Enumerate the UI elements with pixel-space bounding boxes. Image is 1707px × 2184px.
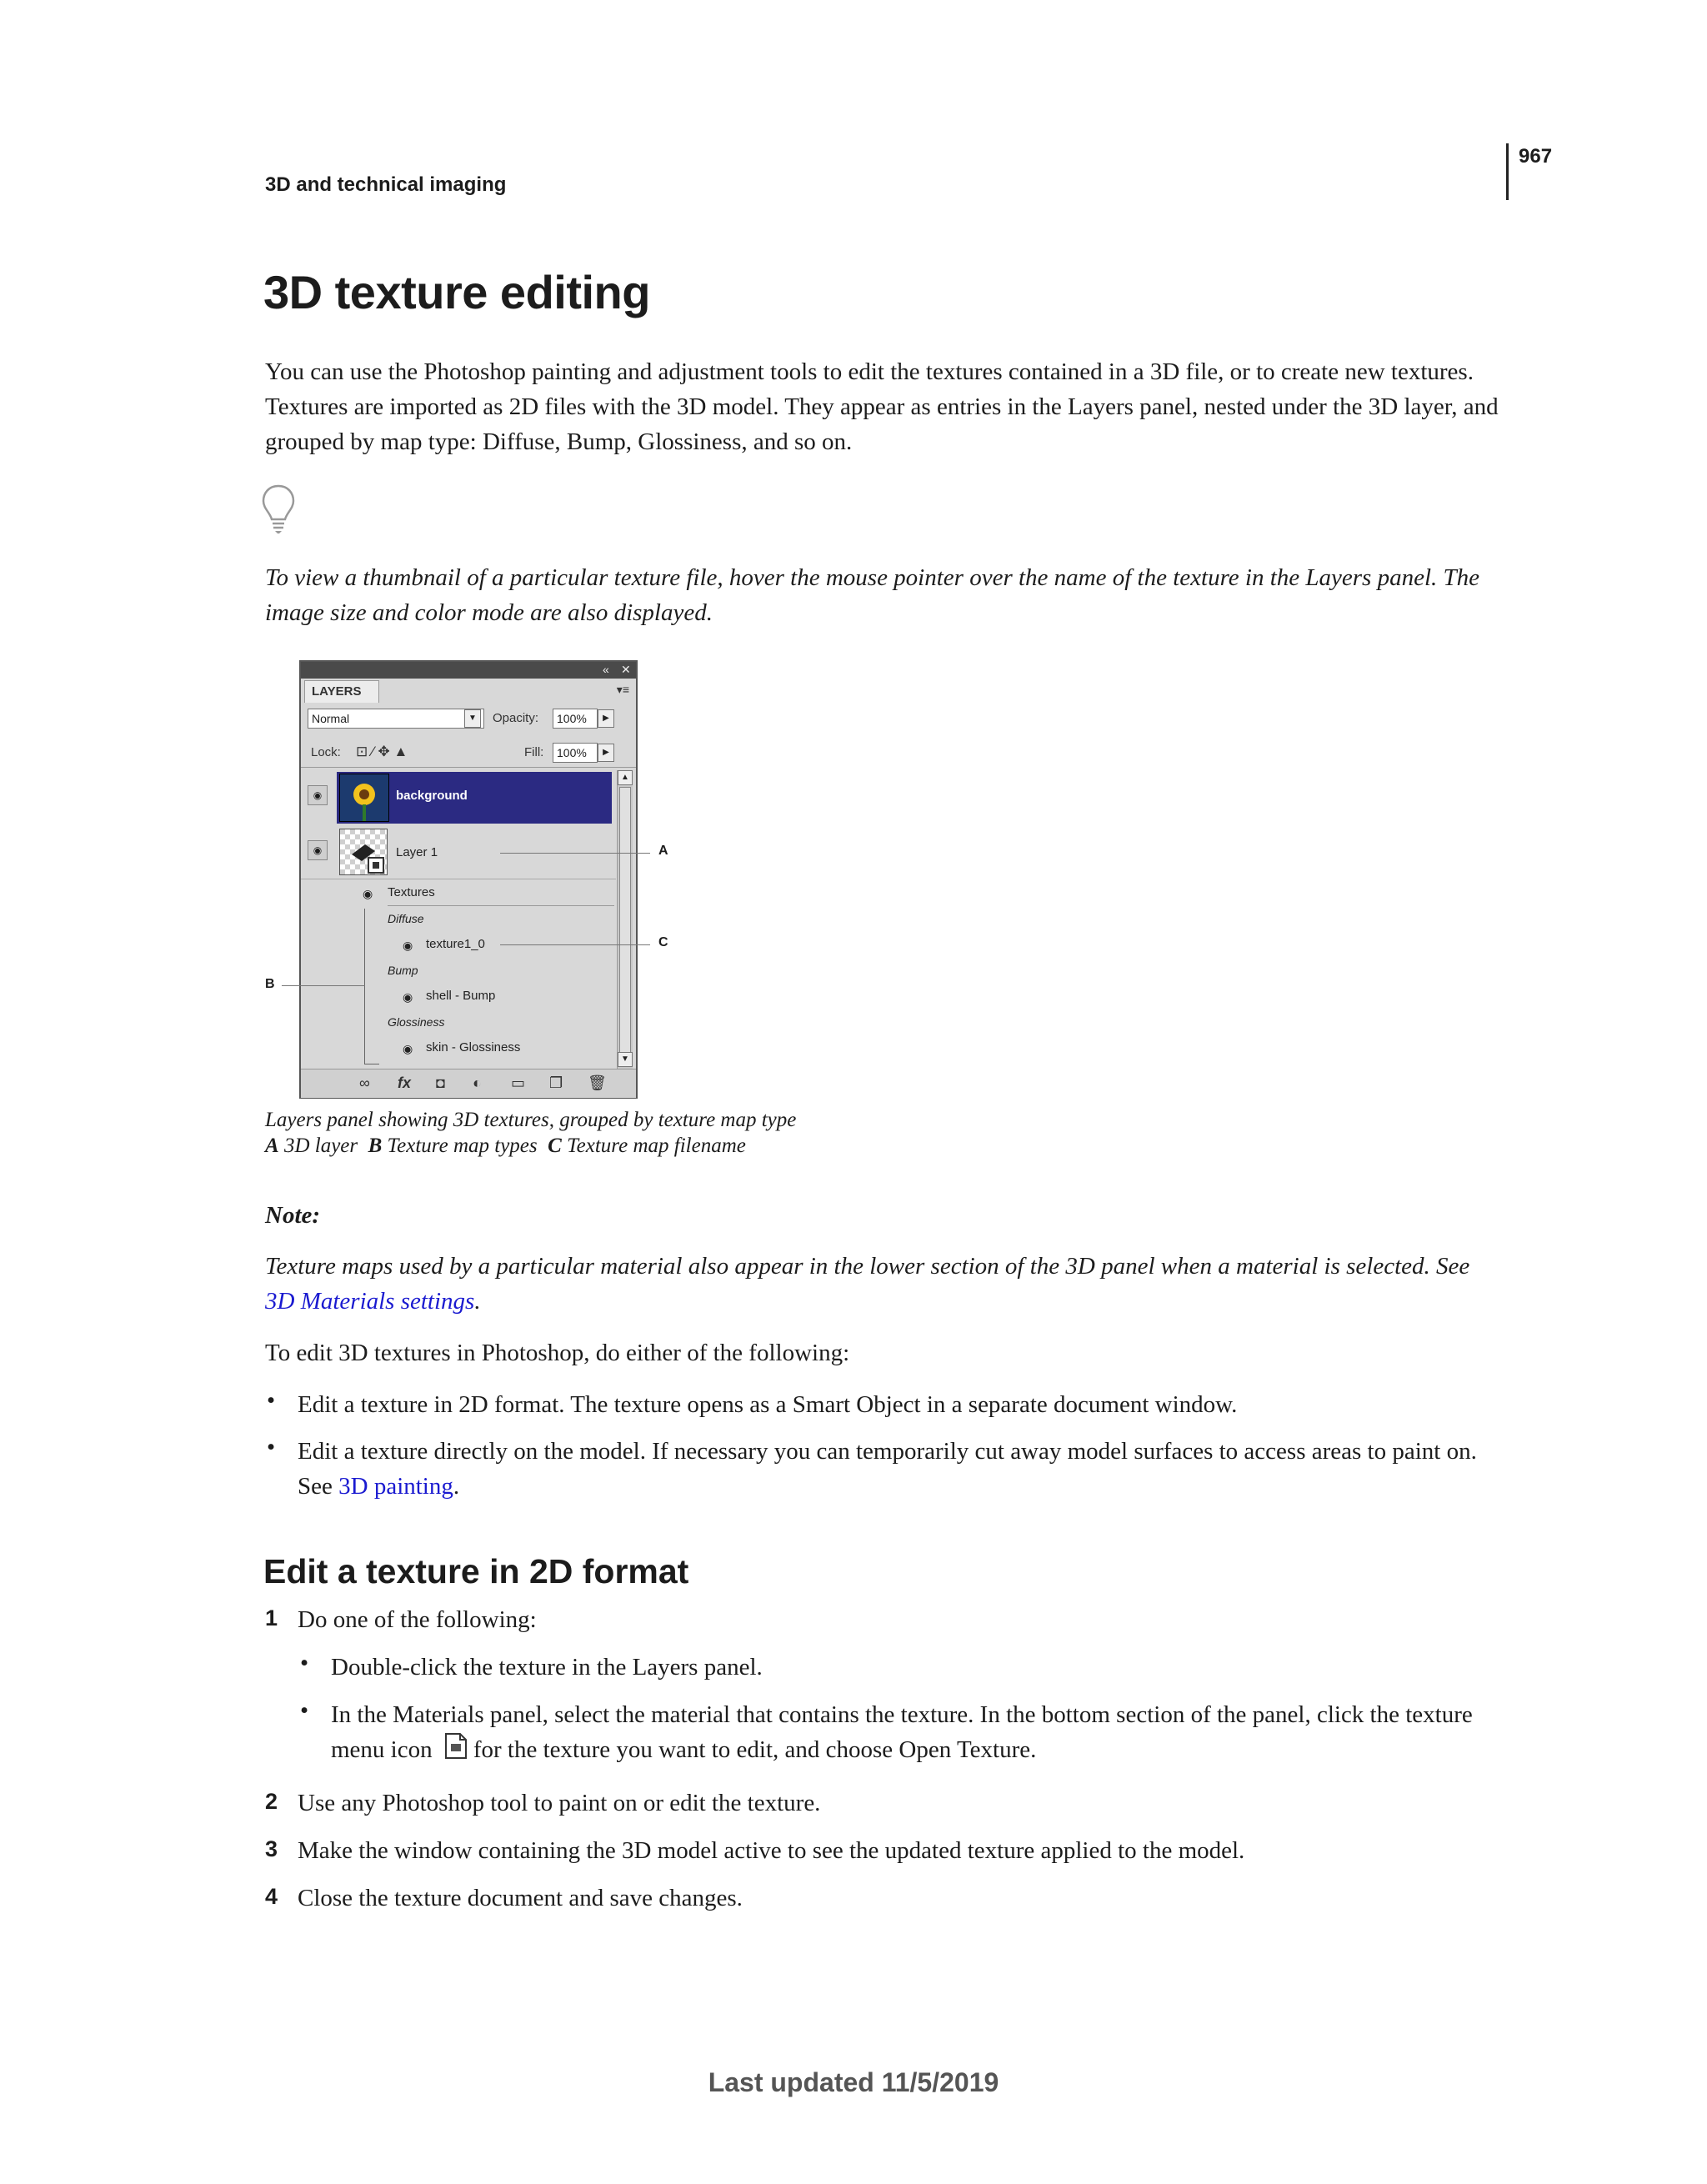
texture-file: skin - Glossiness <box>426 1040 521 1054</box>
step-number: 3 <box>265 1836 278 1861</box>
lock-icons: ⊡ ⁄ ✥ ▲ <box>356 744 408 759</box>
callout-line-a <box>500 853 650 854</box>
substep-text-end: for the texture you want to edit, and choose Open Texture. <box>473 1736 1037 1763</box>
fill-arrow-icon: ▶ <box>598 744 614 762</box>
step-number: 1 <box>265 1605 278 1630</box>
option-2d-format: Edit a texture in 2D format. The texture opens as a Smart Object in a separate document window. <box>298 1391 1238 1418</box>
map-type-glossiness: Glossiness <box>388 1015 445 1029</box>
lightbulb-icon <box>260 483 297 539</box>
layer-name: Layer 1 <box>396 845 438 859</box>
footer-last-updated: Last updated 11/5/2019 <box>708 2067 999 2097</box>
caption-key-a: A <box>265 1135 279 1157</box>
eye-icon: ◉ <box>308 840 328 860</box>
lock-label: Lock: <box>311 745 341 759</box>
collapse-icon: « <box>603 663 609 676</box>
section-heading: Edit a texture in 2D format <box>263 1552 689 1590</box>
step-number: 2 <box>265 1789 278 1814</box>
tab-layers: LAYERS <box>304 680 379 703</box>
callout-a: A <box>658 844 668 858</box>
callout-line-c <box>500 944 650 945</box>
bullet: • <box>267 1434 276 1460</box>
callout-c: C <box>658 935 668 949</box>
bullet: • <box>300 1650 309 1676</box>
caption-b-text: Texture map types <box>387 1135 538 1157</box>
note-text-body: Texture maps used by a particular material also appear in the lower section of the 3D panel when a material is selected. See <box>265 1253 1470 1280</box>
layer-thumbnail-sunflower <box>339 774 389 822</box>
map-type-diffuse: Diffuse <box>388 912 424 925</box>
caption-key-c: C <box>548 1135 562 1157</box>
section-label: 3D and technical imaging <box>265 173 507 196</box>
fx-icon: fx <box>398 1074 412 1091</box>
step-1: Do one of the following: <box>298 1606 537 1633</box>
substep-double-click: Double-click the texture in the Layers panel. <box>331 1654 763 1681</box>
step-3: Make the window containing the 3D model active to see the updated texture applied to the model. <box>298 1837 1245 1864</box>
layers-panel <box>299 660 638 1099</box>
texture-file: texture1_0 <box>426 937 485 951</box>
chevron-down-icon: ▼ <box>464 709 481 728</box>
opacity-label: Opacity: <box>493 711 539 725</box>
step-2: Use any Photoshop tool to paint on or edit the texture. <box>298 1790 821 1816</box>
note-heading: Note: <box>265 1202 321 1229</box>
caption-a-text: 3D layer <box>283 1135 358 1157</box>
substep-text: In the Materials panel, select the material that contains the texture. In the bottom section of the panel, click the texture menu icon <box>331 1701 1473 1763</box>
bullet: • <box>267 1387 276 1414</box>
note-text-end: . <box>474 1288 481 1315</box>
bullet: • <box>300 1697 309 1724</box>
caption-c-text: Texture map filename <box>567 1135 746 1157</box>
new-layer-icon: ❐ <box>549 1074 563 1091</box>
trash-icon: 🗑 <box>588 1074 607 1091</box>
option-text: Edit a texture directly on the model. If necessary you can temporarily cut away model surfaces to access areas to paint on. See <box>298 1438 1477 1500</box>
folder-icon: ▭ <box>511 1074 526 1091</box>
figure-caption <box>265 1107 796 1159</box>
texture-file: shell - Bump <box>426 989 496 1003</box>
eye-icon: ◉ <box>403 1042 413 1055</box>
panel-bottom-bar <box>301 1069 636 1098</box>
note-text <box>265 1249 1499 1319</box>
substep-materials-panel <box>331 1697 1506 1771</box>
intro-paragraph: You can use the Photoshop painting and adjustment tools to edit the textures contained in a 3D file, or to create new textures. Textures are imported as 2D files with the 3D model. They appear as entries in the Layers panel, nested under the 3D layer, and grouped by map type: Diffuse, Bump, Glossiness, and so on. <box>265 358 1499 455</box>
caption-line: Layers panel showing 3D textures, grouped by texture map type <box>265 1109 797 1131</box>
option-on-model <box>298 1434 1498 1504</box>
texture-menu-icon <box>443 1732 468 1771</box>
mask-icon: ◘ <box>436 1074 445 1091</box>
opacity-field: 100% <box>553 709 598 729</box>
panel-menu-icon: ▾≡ <box>616 683 629 696</box>
materials-settings-link[interactable]: 3D Materials settings <box>265 1288 475 1315</box>
3d-painting-link[interactable]: 3D painting <box>338 1473 453 1500</box>
edit-intro: To edit 3D textures in Photoshop, do either of the following: <box>265 1340 850 1366</box>
layer-thumbnail-3d <box>339 829 388 875</box>
panel-titlebar <box>301 662 636 679</box>
step-number: 4 <box>265 1884 278 1909</box>
fill-label: Fill: <box>524 745 544 759</box>
eye-icon: ◉ <box>403 939 413 952</box>
eye-icon: ◉ <box>363 887 373 900</box>
scroll-up-icon: ▲ <box>618 770 633 785</box>
eye-icon: ◉ <box>308 785 328 805</box>
eye-icon: ◉ <box>403 990 413 1004</box>
callout-line-b <box>282 985 365 986</box>
layer-name: background <box>396 789 468 803</box>
callout-b: B <box>265 977 275 991</box>
fill-field: 100% <box>553 743 598 763</box>
page-number: 967 <box>1519 145 1553 168</box>
step-4: Close the texture document and save changes. <box>298 1885 743 1911</box>
tip-text: To view a thumbnail of a particular texture file, hover the mouse pointer over the name of the texture in the Layers panel. The image size and color mode are also displayed. <box>265 564 1480 626</box>
caption-key-line <box>265 1133 796 1159</box>
scrollbar-thumb <box>619 787 631 1054</box>
caption-key-b: B <box>368 1135 383 1157</box>
page-title: 3D texture editing <box>263 266 650 318</box>
opacity-arrow-icon: ▶ <box>598 709 614 728</box>
link-icon: ∞ <box>359 1074 370 1091</box>
blend-mode-select: Normal <box>308 709 484 729</box>
map-type-bump: Bump <box>388 964 418 977</box>
header-divider <box>1506 143 1509 200</box>
option-text-end: . <box>453 1473 460 1500</box>
adjustment-icon: ◐ <box>473 1074 482 1091</box>
textures-group: Textures <box>388 885 435 899</box>
close-icon: ✕ <box>621 663 631 676</box>
scroll-down-icon: ▼ <box>618 1052 633 1067</box>
